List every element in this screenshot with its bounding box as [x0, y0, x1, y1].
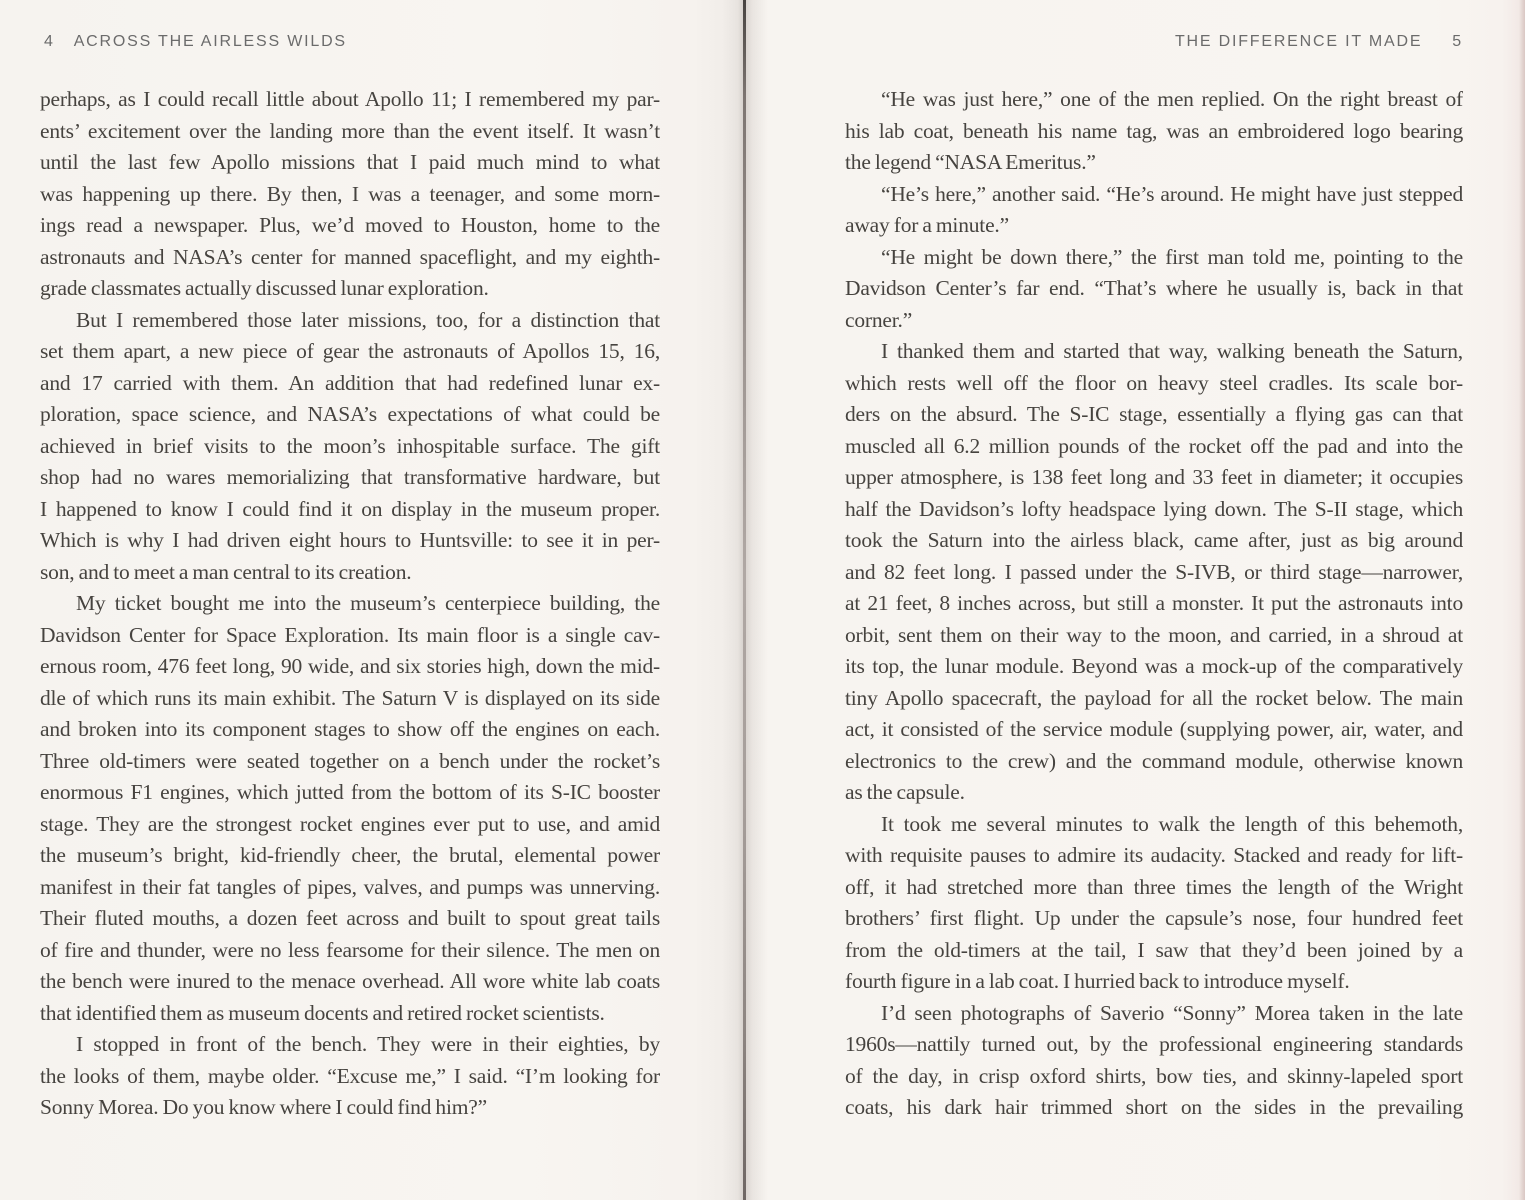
text-line: My ticket bought me into the museum’s centerpiece building, the: [76, 591, 660, 615]
text-line: ings read a newspaper. Plus, we’d moved to Houston, home to the: [40, 213, 660, 237]
text-line: perhaps, as I could recall little about Apollo 11; I remembered my par-: [40, 87, 660, 111]
text-line: tiny Apollo spacecraft, the payload for all the rocket below. The main: [845, 685, 1463, 710]
text-line: and 17 carried with them. An addition that had redefined lunar ex-: [40, 370, 660, 395]
text-line: the museum’s bright, kid-friendly cheer, the brutal, elemental power: [40, 843, 660, 867]
text-line: muscled all 6.2 million pounds of the rocket off the pad and into the: [845, 433, 1463, 458]
text-line: off, it had stretched more than three times the length of the Wright: [845, 874, 1463, 899]
text-line: ders on the absurd. The S-IC stage, essentially a flying gas can that: [845, 402, 1463, 426]
page-right: [745, 0, 1525, 1200]
text-line: and broken into its component stages to show off the engines on each.: [40, 717, 660, 741]
text-line: ents’ excitement over the landing more than the event itself. It wasn’t: [40, 118, 660, 143]
text-line: with requisite pauses to admire its audacity. Stacked and ready for lift-: [845, 843, 1463, 867]
running-header-left: [44, 33, 347, 51]
text-line: set them apart, a new piece of gear the astronauts of Apollos 15, 16,: [40, 339, 660, 363]
text-line: “He was just here,” one of the men replied. On the right breast of: [881, 87, 1463, 111]
text-line: Which is why I had driven eight hours to Huntsville: to see it in per-: [40, 528, 660, 552]
text-line: the looks of them, maybe older. “Excuse me,” I said. “I’m looking for: [40, 1063, 660, 1088]
text-line: took the Saturn into the airless black, came after, just as big around: [845, 528, 1463, 552]
text-line: Three old-timers were seated together on a bench under the rocket’s: [40, 748, 660, 773]
text-line: Davidson Center’s far end. “That’s where he usually is, back in that: [845, 276, 1463, 300]
text-line: the legend “NASA Emeritus.”: [845, 150, 1096, 174]
text-line: orbit, sent them on their way to the moon, and carried, in a shroud at: [845, 622, 1463, 647]
text-line: Davidson Center for Space Exploration. Its main floor is a single cav-: [40, 622, 660, 647]
body-text-right: [845, 84, 1463, 1124]
text-line: corner.”: [845, 307, 913, 332]
text-line: dle of which runs its main exhibit. The Saturn V is displayed on its side: [40, 685, 660, 710]
text-line: ernous room, 476 feet long, 90 wide, and six stories high, down the mid-: [40, 654, 660, 678]
text-line: that identified them as museum docents and retired rocket scientists.: [40, 1000, 605, 1025]
text-line: from the old-timers at the tail, I saw that they’d been joined by a: [845, 937, 1463, 962]
text-line: which rests well off the floor on heavy steel cradles. Its scale bor-: [845, 370, 1463, 395]
page-left: [0, 0, 745, 1200]
text-line: as the capsule.: [845, 780, 965, 804]
text-line: brothers’ first flight. Up under the capsule’s nose, four hundred feet: [845, 906, 1463, 930]
text-line: manifest in their fat tangles of pipes, valves, and pumps was unnerving.: [40, 874, 660, 899]
text-line: act, it consisted of the service module (supplying power, air, water, and: [845, 717, 1463, 741]
text-line: his lab coat, beneath his name tag, was an embroidered logo bearing: [845, 118, 1463, 143]
body-text-left: [40, 84, 660, 1124]
text-line: its top, the lunar module. Beyond was a mock-up of the comparatively: [845, 654, 1463, 678]
running-header-right: [1175, 33, 1463, 51]
text-line: fourth figure in a lab coat. I hurried back to introduce myself.: [845, 969, 1350, 993]
text-line: upper atmosphere, is 138 feet long and 33 feet in diameter; it occupies: [845, 465, 1463, 489]
text-line: astronauts and NASA’s center for manned spaceflight, and my eighth-: [40, 244, 660, 269]
text-line: I thanked them and started that way, walking beneath the Saturn,: [881, 339, 1463, 363]
text-line: of fire and thunder, were no less fearsome for their silence. The men on: [40, 937, 660, 962]
text-line: and 82 feet long. I passed under the S-IVB, or third stage—narrower,: [845, 559, 1463, 584]
text-line: “He’s here,” another said. “He’s around. He might have just stepped: [881, 181, 1463, 206]
text-line: grade classmates actually discussed lunar exploration.: [40, 276, 489, 300]
page-number-right: 5: [1452, 33, 1463, 50]
text-line: enormous F1 engines, which jutted from the bottom of its S-IC booster: [40, 780, 660, 804]
text-line: 1960s—nattily turned out, by the professional engineering standards: [845, 1032, 1463, 1056]
text-line: It took me several minutes to walk the length of this behemoth,: [881, 811, 1463, 836]
text-line: Sonny Morea. Do you know where I could find him?”: [40, 1095, 487, 1119]
text-line: achieved in brief visits to the moon’s inhospitable surface. The gift: [40, 433, 660, 458]
text-line: of the day, in crisp oxford shirts, bow ties, and skinny-lapeled sport: [845, 1063, 1463, 1088]
text-line: Their fluted mouths, a dozen feet across and built to spout great tails: [40, 906, 660, 930]
text-line: shop had no wares memorializing that transformative hardware, but: [40, 465, 660, 489]
text-line: half the Davidson’s lofty headspace lying down. The S-II stage, which: [845, 496, 1463, 521]
text-line: electronics to the crew) and the command module, otherwise known: [845, 748, 1463, 773]
running-head-left: ACROSS THE AIRLESS WILDS: [73, 33, 347, 50]
text-line: away for a minute.”: [845, 213, 1009, 237]
text-line: “He might be down there,” the first man told me, pointing to the: [881, 244, 1463, 269]
running-head-right: THE DIFFERENCE IT MADE: [1174, 33, 1423, 50]
text-line: stage. They are the strongest rocket engines ever put to use, and amid: [40, 811, 660, 836]
text-line: coats, his dark hair trimmed short on the sides in the prevailing: [845, 1095, 1463, 1119]
text-line: ploration, space science, and NASA’s expectations of what could be: [40, 402, 660, 426]
text-line: the bench were inured to the menace overhead. All wore white lab coats: [40, 969, 660, 993]
text-line: I stopped in front of the bench. They were in their eighties, by: [76, 1032, 660, 1056]
text-line: son, and to meet a man central to its creation.: [40, 559, 412, 584]
text-line: I happened to know I could find it on display in the museum proper.: [40, 496, 660, 521]
text-line: I’d seen photographs of Saverio “Sonny” Morea taken in the late: [881, 1000, 1463, 1025]
text-line: was happening up there. By then, I was a teenager, and some morn-: [40, 181, 660, 206]
text-line: But I remembered those later missions, too, for a distinction that: [76, 307, 660, 332]
text-line: at 21 feet, 8 inches across, but still a monster. It put the astronauts into: [845, 591, 1463, 615]
text-line: until the last few Apollo missions that I paid much mind to what: [40, 150, 660, 174]
page-number-left: 4: [44, 33, 55, 50]
